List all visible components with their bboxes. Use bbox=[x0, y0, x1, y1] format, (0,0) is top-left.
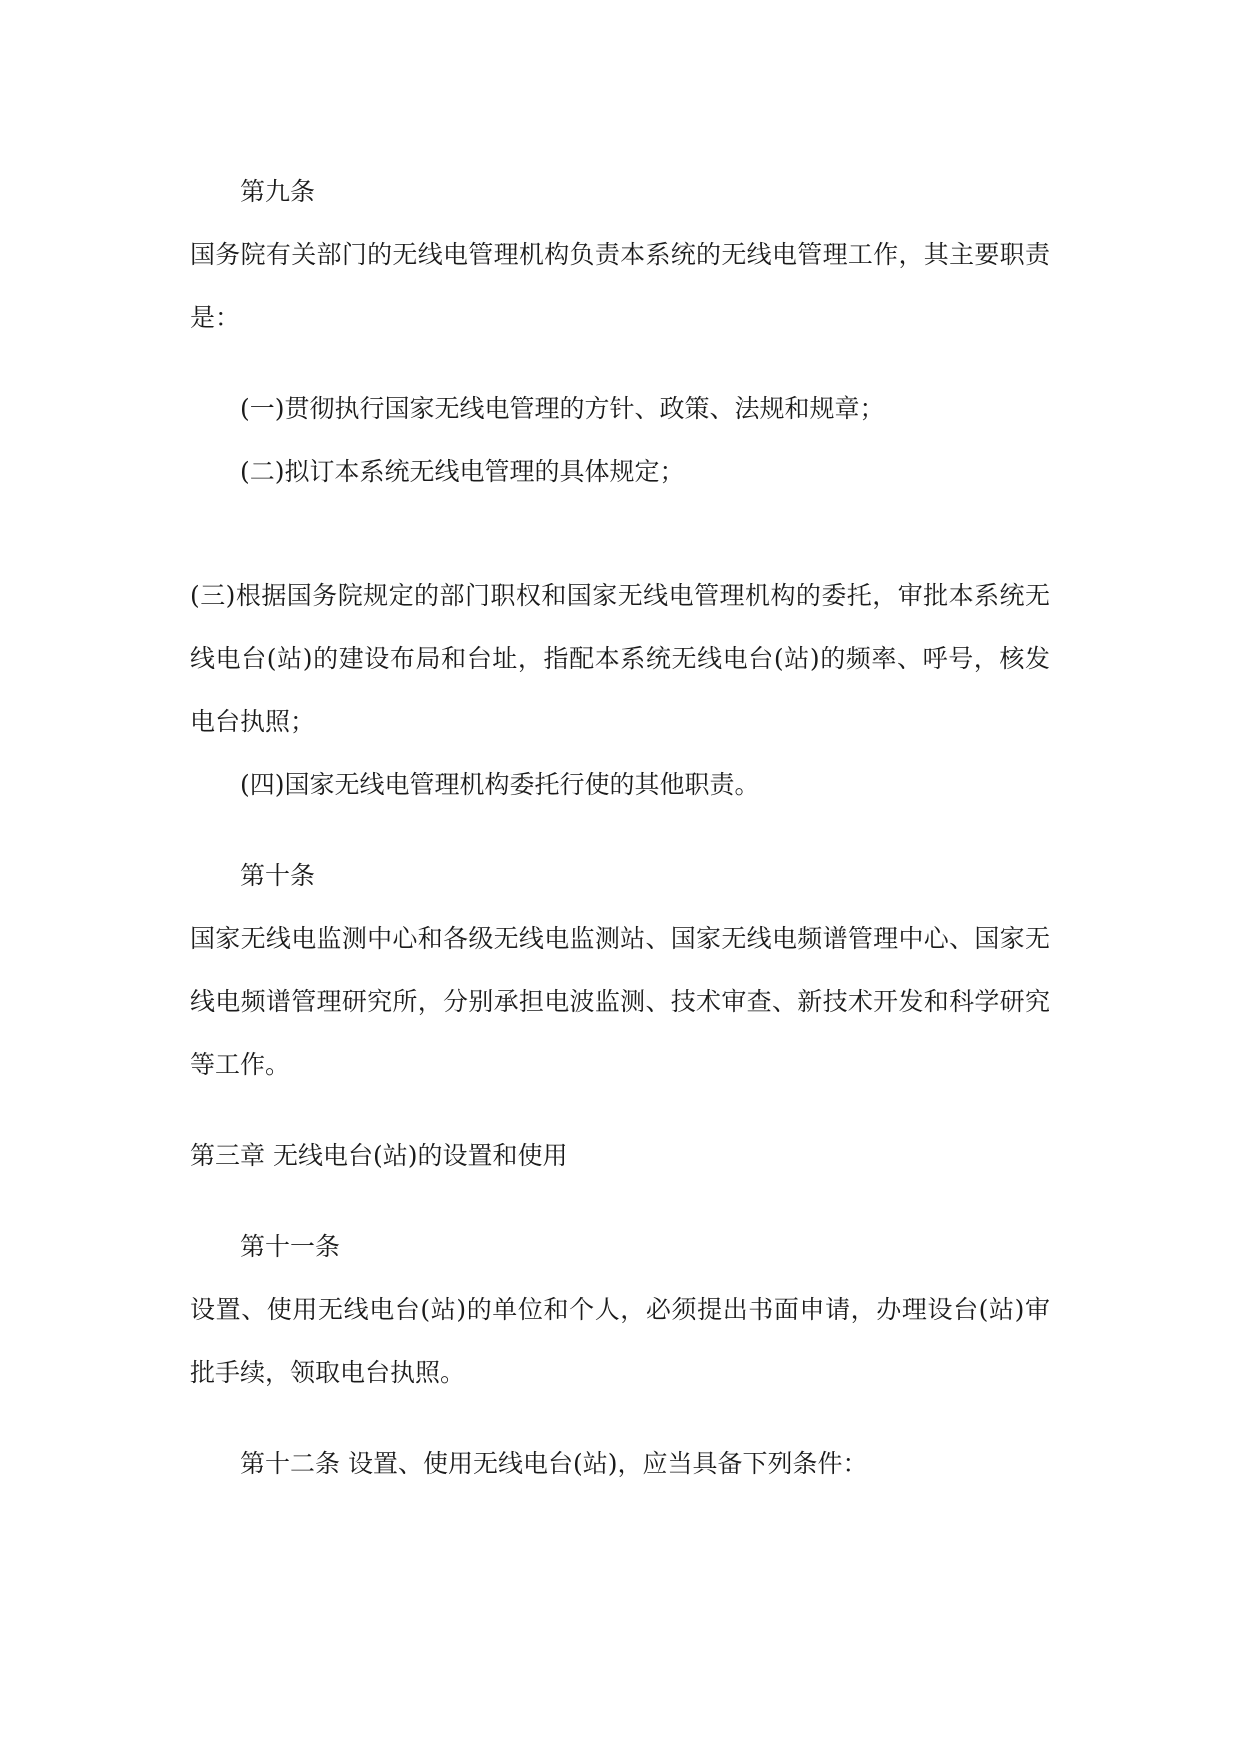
article-9-item-1: (一)贯彻执行国家无线电管理的方针、政策、法规和规章； bbox=[240, 394, 885, 423]
article-10-body-line-2: 线电频谱管理研究所，分别承担电波监测、技术审查、新技术开发和科学研究 bbox=[190, 987, 1050, 1016]
article-10-body-line-1: 国家无线电监测中心和各级无线电监测站、国家无线电频谱管理中心、国家无 bbox=[190, 924, 1050, 953]
article-12-heading: 第十二条 设置、使用无线电台(站)，应当具备下列条件： bbox=[240, 1449, 868, 1478]
article-11-body-line-2: 批手续，领取电台执照。 bbox=[190, 1358, 466, 1387]
article-9-item-3-line-2: 线电台(站)的建设布局和台址，指配本系统无线电台(站)的频率、呼号，核发 bbox=[190, 644, 1050, 673]
article-9-item-3-line-3: 电台执照； bbox=[190, 707, 316, 736]
chapter-3-heading: 第三章 无线电台(站)的设置和使用 bbox=[190, 1141, 568, 1170]
article-10-heading: 第十条 bbox=[240, 861, 316, 890]
article-9-body-line-2: 是： bbox=[190, 303, 241, 332]
article-11-body-line-1: 设置、使用无线电台(站)的单位和个人，必须提出书面申请，办理设台(站)审 bbox=[190, 1295, 1050, 1324]
article-9-item-2: (二)拟订本系统无线电管理的具体规定； bbox=[240, 457, 685, 486]
article-9-heading: 第九条 bbox=[240, 177, 316, 206]
article-9-item-3-line-1: (三)根据国务院规定的部门职权和国家无线电管理机构的委托，审批本系统无 bbox=[190, 581, 1050, 610]
article-10-body-line-3: 等工作。 bbox=[190, 1050, 291, 1079]
article-9-item-4: (四)国家无线电管理机构委托行使的其他职责。 bbox=[240, 770, 760, 799]
article-11-heading: 第十一条 bbox=[240, 1232, 341, 1261]
article-9-body-line-1: 国务院有关部门的无线电管理机构负责本系统的无线电管理工作，其主要职责 bbox=[190, 240, 1050, 269]
